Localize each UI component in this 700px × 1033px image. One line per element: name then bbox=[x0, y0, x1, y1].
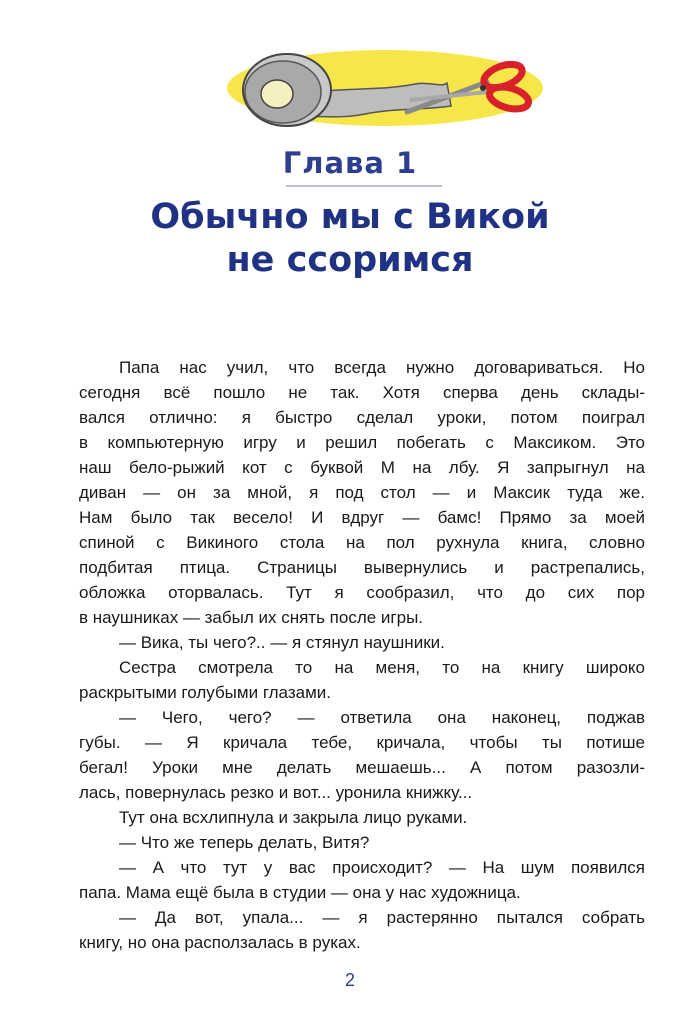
text-line: сегодня всё пошло не так. Хотя сперва день склады- bbox=[79, 383, 645, 402]
page-number: 2 bbox=[344, 970, 355, 990]
text-line: — Вика, ты чего?.. — я стянул наушники. bbox=[119, 633, 445, 652]
chapter-title-line: Обычно мы с Викой bbox=[150, 197, 550, 237]
chapter-title bbox=[0, 196, 700, 282]
text-line: — А что тут у вас происходит? — На шум появился bbox=[119, 858, 645, 877]
text-line: — Чего, чего? — ответила она наконец, поджав bbox=[119, 708, 645, 727]
chapter-divider bbox=[286, 185, 442, 187]
text-line: вался отлично: я быстро сделал уроки, потом поиграл bbox=[79, 408, 645, 427]
text-line: — Да вот, упала... — я растерянно пытался собрать bbox=[119, 908, 645, 927]
text-line: обложка оторвалась. Тут я сообразил, что до сих пор bbox=[79, 583, 645, 602]
tape-and-scissors-icon bbox=[225, 38, 545, 138]
text-line: спиной с Викиного стола на пол рухнула книга, словно bbox=[79, 533, 645, 552]
text-line: бегал! Уроки мне делать мешаешь... А потом разозли- bbox=[79, 758, 645, 777]
text-line: лась, повернулась резко и вот... уронила книжку... bbox=[79, 783, 473, 802]
scissors-pivot bbox=[480, 85, 486, 91]
text-line: Тут она всхлипнула и закрыла лицо руками. bbox=[119, 808, 468, 827]
chapter-title-line: не ссоримся bbox=[226, 240, 474, 280]
text-line: раскрытыми голубыми глазами. bbox=[79, 683, 331, 702]
text-line: папа. Мама ещё была в студии — она у нас художница. bbox=[79, 883, 521, 902]
story-text bbox=[79, 355, 645, 955]
text-line: Сестра смотрела то на меня, то на книгу широко bbox=[119, 658, 645, 677]
text-line: губы. — Я кричала тебе, кричала, чтобы ты потише bbox=[79, 733, 645, 752]
text-line: подбитая птица. Страницы вывернулись и растрепались, bbox=[79, 558, 645, 577]
text-line: — Что же теперь делать, Витя? bbox=[119, 833, 370, 852]
text-line: в компьютерную игру и решил побегать с Максиком. Это bbox=[79, 433, 645, 452]
text-line: Папа нас учил, что всегда нужно договариваться. Но bbox=[119, 358, 645, 377]
text-line: Нам было так весело! И вдруг — бамс! Прямо за моей bbox=[79, 508, 645, 527]
text-line: в наушниках — забыл их снять после игры. bbox=[79, 608, 424, 627]
text-line: диван — он за мной, я под стол — и Максик туда же. bbox=[79, 483, 645, 502]
tape-roll-hole bbox=[261, 80, 293, 108]
chapter-label: Глава 1 bbox=[282, 146, 418, 180]
text-line: книгу, но она расползалась в руках. bbox=[79, 933, 361, 952]
text-line: наш бело-рыжий кот с буквой М на лбу. Я запрыгнул на bbox=[79, 458, 645, 477]
